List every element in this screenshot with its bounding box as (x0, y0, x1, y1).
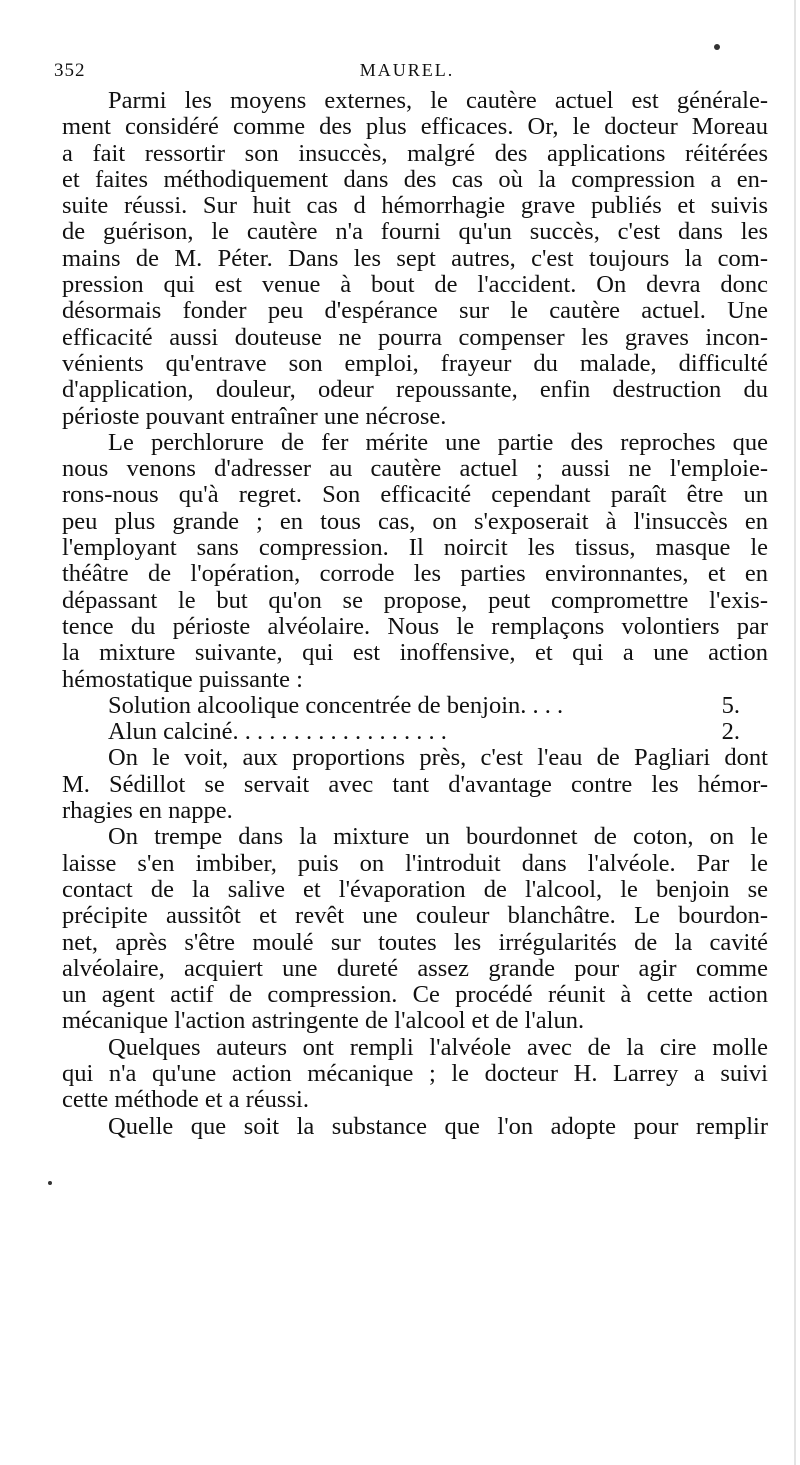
formula-block (62, 693, 768, 746)
formula-quantity: 2. (721, 718, 740, 746)
text-line: cette méthode et a réussi. (62, 1086, 309, 1114)
text-line: qui n'a qu'une action mécanique ; le docteur H. Larrey a suivi (62, 1059, 768, 1087)
text-line: la mixture suivante, qui est inoffensive, et qui a une action (62, 639, 768, 667)
text-line: rhagies en nappe. (62, 797, 233, 825)
text-line: dépassant le but qu'on se propose, peut compromettre l'exis- (62, 586, 768, 614)
ink-dot (48, 1181, 52, 1185)
page-header (54, 56, 760, 86)
text-line: On trempe dans la mixture un bourdonnet de coton, on le (108, 823, 768, 851)
text-line: peu plus grande ; en tous cas, on s'exposerait à l'insuccès en (62, 507, 768, 535)
text-line: rons-nous qu'à regret. Son efficacité cependant paraît être un (62, 481, 768, 509)
formula-quantity: 5. (721, 691, 740, 719)
text-line: pression qui est venue à bout de l'accident. On devra donc (62, 271, 768, 299)
text-line: mécanique l'action astringente de l'alcool et de l'alun. (62, 1007, 585, 1035)
text-line: net, après s'être moulé sur toutes les irrégularités de la cavité (62, 928, 768, 956)
text-line: M. Sédillot se servait avec tant d'avantage contre les hémor- (62, 770, 768, 798)
text-block-1 (62, 88, 768, 693)
text-line: Quelques auteurs ont rempli l'alvéole avec de la cire molle (108, 1033, 768, 1061)
text-line: l'employant sans compression. Il noircit les tissus, masque le (62, 534, 768, 562)
text-line: contact de la salive et l'évaporation de l'alcool, le benjoin se (62, 875, 768, 903)
text-line: alvéolaire, acquiert une dureté assez grande pour agir comme (62, 954, 768, 982)
text-line: tence du périoste alvéolaire. Nous le remplaçons volontiers par (62, 612, 768, 640)
formula-row (62, 719, 768, 745)
formula-ingredient: Solution alcoolique concentrée de benjoin. . . . (108, 691, 564, 719)
text-line: vénients qu'entrave son emploi, frayeur du malade, difficulté (62, 349, 768, 377)
text-line: désormais fonder peu d'espérance sur le cautère actuel. Une (62, 297, 768, 325)
text-line: laisse s'en imbiber, puis on l'introduit dans l'alvéole. Par le (62, 849, 768, 877)
text-line: suite réussi. Sur huit cas d hémorrhagie grave publiés et suivis (62, 192, 768, 220)
text-line: Parmi les moyens externes, le cautère actuel est générale- (108, 87, 768, 114)
text-line: efficacité aussi douteuse ne pourra compenser les graves incon- (62, 323, 768, 351)
text-line: un agent actif de compression. Ce procédé réunit à cette action (62, 981, 768, 1009)
page-number: 352 (54, 60, 86, 81)
text-line: nous venons d'adresser au cautère actuel ; aussi ne l'emploie- (62, 455, 768, 483)
text-line: et faites méthodiquement dans des cas où la compression a en- (62, 165, 768, 193)
running-head: MAUREL. (359, 60, 455, 80)
text-line: de guérison, le cautère n'a fourni qu'un succès, c'est dans les (62, 218, 768, 246)
text-line: d'application, douleur, odeur repoussante, enfin destruction du (62, 376, 768, 404)
text-block-2 (62, 745, 768, 1139)
page-body (62, 88, 768, 1140)
ink-dot (714, 44, 720, 50)
text-line: périoste pouvant entraîner une nécrose. (62, 402, 447, 430)
text-line: a fait ressortir son insuccès, malgré des applications réitérées (62, 139, 768, 167)
text-line: Quelle que soit la substance que l'on adopte pour remplir (108, 1112, 768, 1140)
text-line: précipite aussitôt et revêt une couleur blanchâtre. Le bourdon- (62, 902, 768, 930)
text-line: mains de M. Péter. Dans les sept autres, c'est toujours la com- (62, 244, 768, 272)
text-line: Le perchlorure de fer mérite une partie des reproches que (108, 428, 768, 456)
formula-row (62, 693, 768, 719)
text-line: théâtre de l'opération, corrode les parties environnantes, et en (62, 560, 768, 588)
text-line: ment considéré comme des plus efficaces. Or, le docteur Moreau (62, 113, 768, 141)
text-line: On le voit, aux proportions près, c'est l'eau de Pagliari dont (108, 744, 768, 772)
text-line: hémostatique puissante : (62, 665, 303, 693)
formula-ingredient: Alun calciné. . . . . . . . . . . . . . . . . . (108, 718, 447, 746)
scan-edge (794, 0, 796, 1465)
